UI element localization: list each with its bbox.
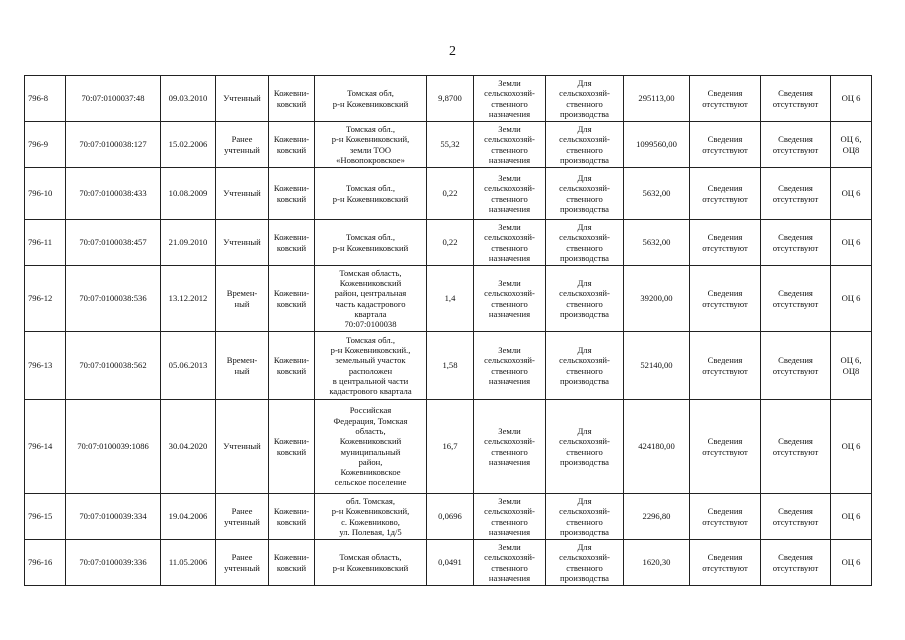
cell-address: Российская Федерация, Томская область, Кожевниковский муниципальный район, Кожевниковское сельское поселение [315, 400, 427, 494]
cell-registration-date: 13.12.2012 [161, 266, 216, 332]
cell-district: Кожевни- ковский [269, 540, 315, 586]
cell-info-2: Сведения отсутствуют [761, 400, 831, 494]
table-row [25, 122, 872, 168]
cell-cadastral-value: 424180,00 [624, 400, 690, 494]
cell-registration-date: 11.05.2006 [161, 540, 216, 586]
page-number: 2 [449, 44, 456, 59]
cell-cadastral-number: 70:07:0100038:562 [66, 332, 161, 400]
cell-number: 796-13 [25, 332, 66, 400]
cell-number: 796-11 [25, 220, 66, 266]
cell-info-2: Сведения отсутствуют [761, 168, 831, 220]
table-row [25, 494, 872, 540]
cell-info-2: Сведения отсутствуют [761, 266, 831, 332]
cell-code: ОЦ 6 [831, 494, 872, 540]
cell-status: Учтенный [216, 76, 269, 122]
cell-address: обл. Томская, р-н Кожевниковский, с. Кожевниково, ул. Полевая, 1д/5 [315, 494, 427, 540]
cell-land-category: Земли сельскохозяй- ственного назначения [474, 494, 546, 540]
cell-cadastral-number: 70:07:0100038:433 [66, 168, 161, 220]
table-row [25, 168, 872, 220]
cell-info-2: Сведения отсутствуют [761, 332, 831, 400]
cell-status: Ранее учтенный [216, 122, 269, 168]
cell-code: ОЦ 6, ОЦ8 [831, 122, 872, 168]
cell-status: Времен- ный [216, 266, 269, 332]
cell-status: Учтенный [216, 220, 269, 266]
cell-status: Ранее учтенный [216, 494, 269, 540]
cell-land-category: Земли сельскохозяй- ственного назначения [474, 540, 546, 586]
cell-registration-date: 05.06.2013 [161, 332, 216, 400]
cell-code: ОЦ 6 [831, 266, 872, 332]
cell-number: 796-10 [25, 168, 66, 220]
cell-status: Ранее учтенный [216, 540, 269, 586]
table-row [25, 220, 872, 266]
cell-land-category: Земли сельскохозяй- ственного назначения [474, 220, 546, 266]
cell-district: Кожевни- ковский [269, 220, 315, 266]
cell-address: Томская область, р-н Кожевниковский [315, 540, 427, 586]
cell-number: 796-15 [25, 494, 66, 540]
cell-district: Кожевни- ковский [269, 400, 315, 494]
cell-info-1: Сведения отсутствуют [690, 122, 761, 168]
cell-info-1: Сведения отсутствуют [690, 266, 761, 332]
cell-status: Учтенный [216, 400, 269, 494]
cell-number: 796-8 [25, 76, 66, 122]
cell-permitted-use: Для сельскохозяй- ственного производства [546, 540, 624, 586]
cell-permitted-use: Для сельскохозяй- ственного производства [546, 494, 624, 540]
cell-info-1: Сведения отсутствуют [690, 76, 761, 122]
cell-land-category: Земли сельскохозяй- ственного назначения [474, 76, 546, 122]
cell-area: 0,0491 [427, 540, 474, 586]
land-plots-table [24, 75, 872, 586]
cell-cadastral-value: 5632,00 [624, 168, 690, 220]
cell-number: 796-16 [25, 540, 66, 586]
cell-district: Кожевни- ковский [269, 122, 315, 168]
cell-number: 796-9 [25, 122, 66, 168]
cell-address: Томская обл., р-н Кожевниковский [315, 220, 427, 266]
cell-district: Кожевни- ковский [269, 332, 315, 400]
cell-cadastral-number: 70:07:0100038:457 [66, 220, 161, 266]
cell-permitted-use: Для сельскохозяй- ственного производства [546, 168, 624, 220]
cell-address: Томская область, Кожевниковский район, центральная часть кадастрового квартала 70:07:0100038 [315, 266, 427, 332]
cell-permitted-use: Для сельскохозяй- ственного производства [546, 332, 624, 400]
cell-cadastral-value: 1099560,00 [624, 122, 690, 168]
cell-land-category: Земли сельскохозяй- ственного назначения [474, 168, 546, 220]
cell-code: ОЦ 6, ОЦ8 [831, 332, 872, 400]
cell-district: Кожевни- ковский [269, 168, 315, 220]
cell-cadastral-value: 5632,00 [624, 220, 690, 266]
cell-area: 16,7 [427, 400, 474, 494]
table-row [25, 266, 872, 332]
cell-district: Кожевни- ковский [269, 266, 315, 332]
cell-land-category: Земли сельскохозяй- ственного назначения [474, 400, 546, 494]
cell-cadastral-number: 70:07:0100039:336 [66, 540, 161, 586]
cell-info-1: Сведения отсутствуют [690, 332, 761, 400]
cell-address: Томская обл., р-н Кожевниковский., земельный участок расположен в центральной части кадастрового квартала [315, 332, 427, 400]
cell-info-2: Сведения отсутствуют [761, 220, 831, 266]
cell-land-category: Земли сельскохозяй- ственного назначения [474, 122, 546, 168]
cell-registration-date: 10.08.2009 [161, 168, 216, 220]
cell-district: Кожевни- ковский [269, 494, 315, 540]
cell-code: ОЦ 6 [831, 168, 872, 220]
cell-code: ОЦ 6 [831, 540, 872, 586]
cell-info-1: Сведения отсутствуют [690, 540, 761, 586]
cell-info-2: Сведения отсутствуют [761, 494, 831, 540]
cell-status: Времен- ный [216, 332, 269, 400]
cell-registration-date: 21.09.2010 [161, 220, 216, 266]
cell-permitted-use: Для сельскохозяй- ственного производства [546, 400, 624, 494]
cell-cadastral-value: 2296,80 [624, 494, 690, 540]
cell-registration-date: 09.03.2010 [161, 76, 216, 122]
cell-area: 55,32 [427, 122, 474, 168]
cell-permitted-use: Для сельскохозяй- ственного производства [546, 266, 624, 332]
cell-code: ОЦ 6 [831, 220, 872, 266]
cell-code: ОЦ 6 [831, 400, 872, 494]
cell-info-1: Сведения отсутствуют [690, 220, 761, 266]
cell-area: 1,4 [427, 266, 474, 332]
cell-registration-date: 19.04.2006 [161, 494, 216, 540]
cell-cadastral-value: 295113,00 [624, 76, 690, 122]
cell-info-2: Сведения отсутствуют [761, 76, 831, 122]
cell-land-category: Земли сельскохозяй- ственного назначения [474, 332, 546, 400]
cell-cadastral-value: 39200,00 [624, 266, 690, 332]
cell-info-2: Сведения отсутствуют [761, 122, 831, 168]
cell-info-1: Сведения отсутствуют [690, 400, 761, 494]
cell-code: ОЦ 6 [831, 76, 872, 122]
cell-cadastral-number: 70:07:0100038:536 [66, 266, 161, 332]
cell-info-1: Сведения отсутствуют [690, 494, 761, 540]
cell-number: 796-12 [25, 266, 66, 332]
cell-cadastral-number: 70:07:0100038:127 [66, 122, 161, 168]
cell-status: Учтенный [216, 168, 269, 220]
cell-number: 796-14 [25, 400, 66, 494]
table-row [25, 400, 872, 494]
cell-address: Томская обл., р-н Кожевниковский [315, 168, 427, 220]
cell-cadastral-value: 52140,00 [624, 332, 690, 400]
table-row [25, 540, 872, 586]
cell-cadastral-number: 70:07:0100037:48 [66, 76, 161, 122]
cell-cadastral-value: 1620,30 [624, 540, 690, 586]
cell-area: 1,58 [427, 332, 474, 400]
table-row [25, 332, 872, 400]
cell-district: Кожевни- ковский [269, 76, 315, 122]
cell-cadastral-number: 70:07:0100039:1086 [66, 400, 161, 494]
cell-registration-date: 30.04.2020 [161, 400, 216, 494]
cell-info-2: Сведения отсутствуют [761, 540, 831, 586]
cell-address: Томская обл., р-н Кожевниковский, земли ТОО «Новопокровское» [315, 122, 427, 168]
table-row [25, 76, 872, 122]
cell-permitted-use: Для сельскохозяй- ственного производства [546, 76, 624, 122]
cell-info-1: Сведения отсутствуют [690, 168, 761, 220]
cell-cadastral-number: 70:07:0100039:334 [66, 494, 161, 540]
cell-address: Томская обл, р-н Кожевниковский [315, 76, 427, 122]
cell-land-category: Земли сельскохозяй- ственного назначения [474, 266, 546, 332]
cell-area: 0,22 [427, 168, 474, 220]
cell-registration-date: 15.02.2006 [161, 122, 216, 168]
cell-area: 0,22 [427, 220, 474, 266]
cell-area: 0,0696 [427, 494, 474, 540]
cell-permitted-use: Для сельскохозяй- ственного производства [546, 220, 624, 266]
cell-area: 9,8700 [427, 76, 474, 122]
cell-permitted-use: Для сельскохозяй- ственного производства [546, 122, 624, 168]
